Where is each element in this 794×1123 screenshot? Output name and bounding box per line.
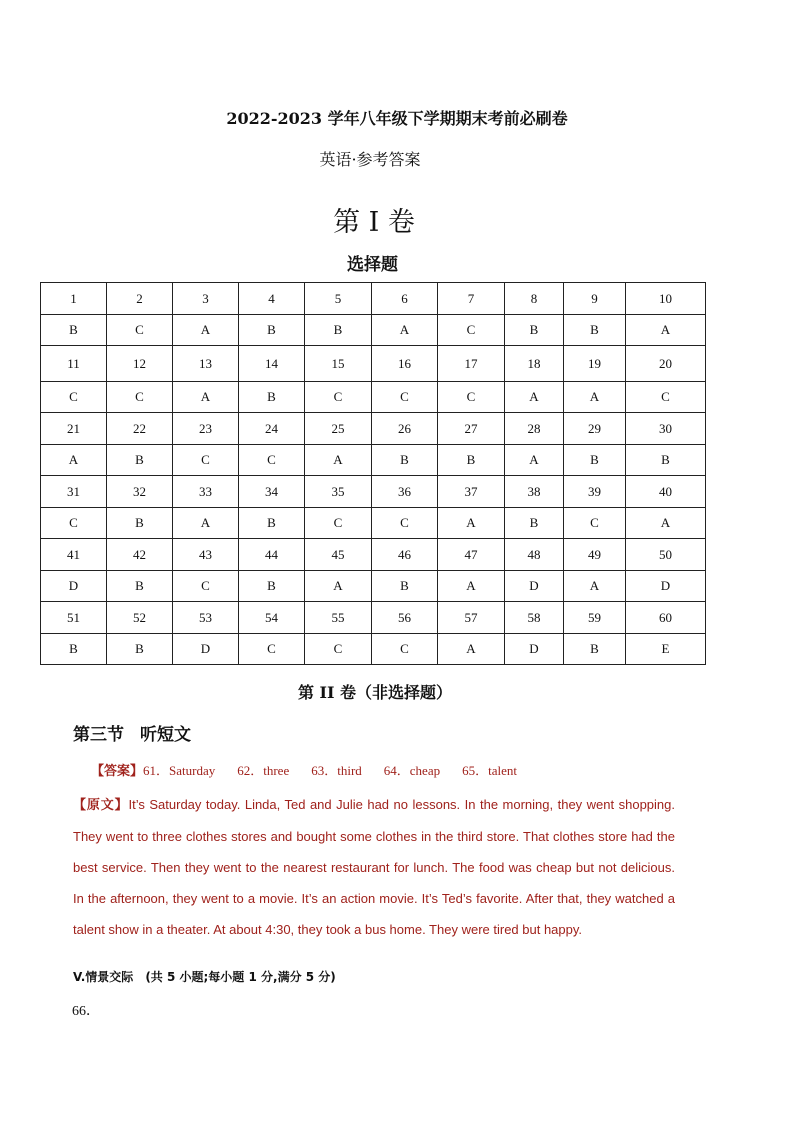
answer-letter-cell: D bbox=[626, 571, 706, 602]
question-number-cell: 17 bbox=[438, 346, 505, 382]
question-number-cell: 58 bbox=[505, 602, 564, 634]
answer-letter-cell: B bbox=[564, 445, 626, 476]
answer-letter-cell: B bbox=[107, 508, 173, 539]
question-number-cell: 27 bbox=[438, 413, 505, 445]
question-number-cell: 36 bbox=[372, 476, 438, 508]
answer-63: 63．third bbox=[311, 763, 362, 778]
answer-letter-cell: A bbox=[305, 571, 372, 602]
question-number-cell: 45 bbox=[305, 539, 372, 571]
question-number-cell: 3 bbox=[173, 283, 239, 315]
answer-letter-cell: B bbox=[41, 634, 107, 665]
question-number-cell: 1 bbox=[41, 283, 107, 315]
question-number-row bbox=[41, 283, 706, 315]
answer-letter-row bbox=[41, 445, 706, 476]
answer-letter-cell: B bbox=[41, 315, 107, 346]
question-number-cell: 48 bbox=[505, 539, 564, 571]
answer-letter-cell: D bbox=[505, 571, 564, 602]
question-number-cell: 25 bbox=[305, 413, 372, 445]
answer-letter-row bbox=[41, 571, 706, 602]
answer-letter-cell: C bbox=[173, 571, 239, 602]
listening-answers bbox=[91, 760, 539, 779]
answer-letter-cell: B bbox=[564, 634, 626, 665]
question-number-cell: 55 bbox=[305, 602, 372, 634]
question-number-cell: 15 bbox=[305, 346, 372, 382]
section-five-heading bbox=[73, 968, 336, 985]
question-number-cell: 28 bbox=[505, 413, 564, 445]
question-number-cell: 56 bbox=[372, 602, 438, 634]
question-number-row bbox=[41, 476, 706, 508]
answer-letter-cell: A bbox=[173, 315, 239, 346]
answer-61: 61．Saturday bbox=[143, 763, 216, 778]
section-three-heading bbox=[73, 720, 207, 745]
answer-letter-cell: A bbox=[173, 508, 239, 539]
question-number-cell: 8 bbox=[505, 283, 564, 315]
question-number-cell: 23 bbox=[173, 413, 239, 445]
answer-letter-cell: B bbox=[239, 571, 305, 602]
question-number-cell: 20 bbox=[626, 346, 706, 382]
choice-section-heading: 选择题 bbox=[347, 255, 398, 275]
answer-letter-cell: C bbox=[305, 508, 372, 539]
answer-letter-cell: C bbox=[305, 634, 372, 665]
answer-letter-cell: A bbox=[372, 315, 438, 346]
question-number-cell: 5 bbox=[305, 283, 372, 315]
answer-letter-cell: C bbox=[438, 315, 505, 346]
question-number-cell: 40 bbox=[626, 476, 706, 508]
answer-letter-cell: A bbox=[626, 315, 706, 346]
section-three-label: 第三节 bbox=[73, 725, 124, 745]
volume-two-heading: 第 II 卷（非选择题） bbox=[297, 683, 453, 702]
question-number-cell: 51 bbox=[41, 602, 107, 634]
question-number-row bbox=[41, 539, 706, 571]
answer-letter-cell: B bbox=[239, 508, 305, 539]
answer-letter-cell: C bbox=[107, 315, 173, 346]
answer-letter-cell: A bbox=[438, 634, 505, 665]
section-five-label: V.情景交际 bbox=[73, 970, 134, 984]
answer-letter-cell: C bbox=[626, 382, 706, 413]
question-number-cell: 4 bbox=[239, 283, 305, 315]
question-number-cell: 42 bbox=[107, 539, 173, 571]
answer-letter-cell: B bbox=[505, 315, 564, 346]
original-tag: 【原文】 bbox=[73, 798, 129, 813]
answer-letter-cell: B bbox=[107, 445, 173, 476]
question-number-cell: 18 bbox=[505, 346, 564, 382]
question-number-cell: 19 bbox=[564, 346, 626, 382]
answer-letter-cell: C bbox=[305, 382, 372, 413]
answer-letter-cell: B bbox=[626, 445, 706, 476]
question-number-cell: 24 bbox=[239, 413, 305, 445]
question-number-cell: 29 bbox=[564, 413, 626, 445]
answer-letter-cell: A bbox=[173, 382, 239, 413]
answer-letter-cell: B bbox=[305, 315, 372, 346]
answer-tag: 【答案】 bbox=[91, 764, 144, 779]
answer-62: 62．three bbox=[237, 763, 290, 778]
answer-65: 65．talent bbox=[462, 763, 517, 778]
question-number-cell: 39 bbox=[564, 476, 626, 508]
answer-letter-cell: A bbox=[505, 445, 564, 476]
question-number-cell: 12 bbox=[107, 346, 173, 382]
question-number-cell: 22 bbox=[107, 413, 173, 445]
original-passage bbox=[73, 789, 675, 945]
volume-one-heading: 第 I 卷 bbox=[333, 207, 415, 238]
answer-letter-cell: B bbox=[372, 445, 438, 476]
question-number-cell: 34 bbox=[239, 476, 305, 508]
question-number-cell: 44 bbox=[239, 539, 305, 571]
answer-letter-cell: B bbox=[107, 634, 173, 665]
question-number-cell: 41 bbox=[41, 539, 107, 571]
answer-letter-cell: D bbox=[173, 634, 239, 665]
section-five-detail: (共 5 小题;每小题 1 分,满分 5 分) bbox=[145, 970, 336, 984]
answer-letter-cell: B bbox=[107, 571, 173, 602]
question-number-row bbox=[41, 602, 706, 634]
question-number-cell: 21 bbox=[41, 413, 107, 445]
question-number-cell: 57 bbox=[438, 602, 505, 634]
question-number-cell: 38 bbox=[505, 476, 564, 508]
answer-letter-row bbox=[41, 315, 706, 346]
answer-letter-cell: C bbox=[438, 382, 505, 413]
section-three-name: 听短文 bbox=[140, 725, 191, 745]
answer-letter-cell: C bbox=[372, 634, 438, 665]
question-number-cell: 14 bbox=[239, 346, 305, 382]
question-number-cell: 30 bbox=[626, 413, 706, 445]
answer-table-body bbox=[41, 283, 706, 665]
question-number-cell: 26 bbox=[372, 413, 438, 445]
question-number-row bbox=[41, 346, 706, 382]
question-number-cell: 52 bbox=[107, 602, 173, 634]
answer-letter-cell: B bbox=[564, 315, 626, 346]
question-number-cell: 49 bbox=[564, 539, 626, 571]
answer-letter-cell: B bbox=[372, 571, 438, 602]
question-number-cell: 54 bbox=[239, 602, 305, 634]
question-number-cell: 16 bbox=[372, 346, 438, 382]
answer-table bbox=[40, 282, 706, 665]
answer-letter-row bbox=[41, 382, 706, 413]
answer-letter-cell: C bbox=[41, 382, 107, 413]
answer-letter-cell: C bbox=[41, 508, 107, 539]
document-title: 2022-2023 学年八年级下学期期末考前必刷卷 bbox=[226, 109, 568, 128]
answer-letter-cell: A bbox=[41, 445, 107, 476]
answer-letter-cell: D bbox=[41, 571, 107, 602]
question-number-cell: 35 bbox=[305, 476, 372, 508]
answer-letter-cell: C bbox=[239, 634, 305, 665]
answer-64: 64．cheap bbox=[383, 763, 441, 778]
question-number-cell: 43 bbox=[173, 539, 239, 571]
question-number-cell: 13 bbox=[173, 346, 239, 382]
question-number-cell: 47 bbox=[438, 539, 505, 571]
question-number-cell: 31 bbox=[41, 476, 107, 508]
answer-letter-cell: C bbox=[372, 508, 438, 539]
answer-letter-cell: A bbox=[438, 571, 505, 602]
answer-letter-cell: A bbox=[564, 571, 626, 602]
question-number-cell: 53 bbox=[173, 602, 239, 634]
answer-letter-cell: E bbox=[626, 634, 706, 665]
answer-letter-cell: A bbox=[305, 445, 372, 476]
answer-letter-cell: A bbox=[505, 382, 564, 413]
answer-letter-cell: B bbox=[505, 508, 564, 539]
question-number-cell: 50 bbox=[626, 539, 706, 571]
answer-letter-row bbox=[41, 508, 706, 539]
question-66-number: 66． bbox=[72, 1004, 100, 1019]
question-number-cell: 11 bbox=[41, 346, 107, 382]
answer-letter-cell: A bbox=[626, 508, 706, 539]
answer-letter-cell: B bbox=[239, 315, 305, 346]
question-number-cell: 10 bbox=[626, 283, 706, 315]
question-number-cell: 33 bbox=[173, 476, 239, 508]
question-number-cell: 7 bbox=[438, 283, 505, 315]
answer-letter-cell: A bbox=[438, 508, 505, 539]
question-number-cell: 37 bbox=[438, 476, 505, 508]
answer-letter-cell: C bbox=[107, 382, 173, 413]
answer-letter-cell: C bbox=[372, 382, 438, 413]
question-number-row bbox=[41, 413, 706, 445]
answer-letter-cell: C bbox=[173, 445, 239, 476]
answer-letter-cell: C bbox=[564, 508, 626, 539]
question-number-cell: 59 bbox=[564, 602, 626, 634]
original-text: It’s Saturday today. Linda, Ted and Julie had no lessons. In the morning, they went shopping. They went to three clothes stores and bought some clothes in the third store. That clothes store had the best service. Then they went to the nearest restaurant for lunch. The food was cheap but not delicious. In the afternoon, they went to a movie. It’s an action movie. It’s Ted’s favorite. After that, they watched a talent show in a theater. At about 4:30, they took a bus home. They were tired but happy. bbox=[73, 797, 675, 937]
answer-letter-cell: D bbox=[505, 634, 564, 665]
question-number-cell: 46 bbox=[372, 539, 438, 571]
question-number-cell: 60 bbox=[626, 602, 706, 634]
question-number-cell: 32 bbox=[107, 476, 173, 508]
question-number-cell: 2 bbox=[107, 283, 173, 315]
answer-letter-cell: C bbox=[239, 445, 305, 476]
answer-letter-cell: B bbox=[239, 382, 305, 413]
answer-letter-cell: A bbox=[564, 382, 626, 413]
answer-letter-cell: B bbox=[438, 445, 505, 476]
question-number-cell: 6 bbox=[372, 283, 438, 315]
document-subtitle: 英语·参考答案 bbox=[319, 150, 421, 169]
question-number-cell: 9 bbox=[564, 283, 626, 315]
answer-letter-row bbox=[41, 634, 706, 665]
